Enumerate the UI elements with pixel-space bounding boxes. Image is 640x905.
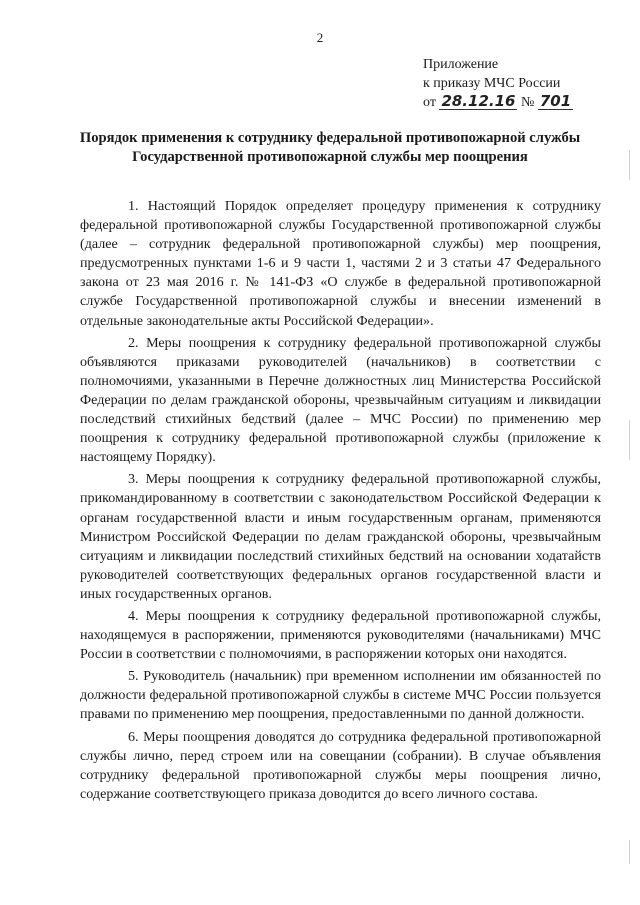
paragraph-1: 1. Настоящий Порядок определяет процедуру применения к сотруднику федеральной противопожарной службы Государственной противопожарной службы (далее – сотрудник федеральной противопожарной службы) мер поощрения, предусмотренных пунктами 1-6 и 9 части 1, частями 2 и 3 статьи 47 Федерального закона от 23 мая 2016 г. № 141-ФЗ «О службе в федеральной противопожарной службе Государственной противопожарной службы и внесении изменений в отдельные законодательные акты Российской Федерации». bbox=[80, 198, 601, 329]
appendix-header bbox=[423, 55, 573, 112]
number-sign: № bbox=[520, 95, 535, 110]
appendix-date-line bbox=[423, 93, 573, 112]
paragraph-3: 3. Меры поощрения к сотруднику федеральной противопожарной службы, прикомандированному в соответствии с законодательством Российской Федерации к органам государственной власти и иным государственным органам, применяются Министром Российской Федерации по делам гражданской обороны, чрезвычайным ситуациям и ликвидации последствий стихийных бедствий на основании ходатайств руководителей соответствующих федеральных органов государственной власти и иных государственных органов. bbox=[80, 471, 601, 602]
appendix-label: Приложение bbox=[423, 57, 499, 72]
paragraph-2: 2. Меры поощрения к сотруднику федеральной противопожарной службы объявляются приказами руководителей (начальников) в соответствии с полномочиями, указанными в Перечне должностных лиц Министерства Российской Федерации по делам гражданской обороны, чрезвычайным ситуациям и ликвидации последствий стихийных бедствий (далее – МЧС России) по применению мер поощрения к сотруднику федеральной противопожарной службы (приложение к настоящему Порядку). bbox=[80, 334, 601, 466]
scan-edge-mark bbox=[629, 150, 630, 180]
handwritten-date: 28.12.16 bbox=[441, 92, 516, 110]
paragraph-5: 5. Руководитель (начальник) при временном исполнении им обязанностей по должности федеральной противопожарной службы в системе МЧС России пользуется правами по применению мер поощрения, предоставленными по данной должности. bbox=[80, 668, 601, 723]
appendix-order-reference: к приказу МЧС России bbox=[423, 76, 561, 91]
handwritten-order-number: 701 bbox=[539, 92, 572, 110]
document-body bbox=[80, 197, 601, 807]
paragraph-4: 4. Меры поощрения к сотруднику федеральной противопожарной службы, находящемуся в распоряжении, применяются руководителями (начальниками) МЧС России в соответствии с полномочиями, в распоряжении которых они находятся. bbox=[80, 607, 601, 663]
page-number: 2 bbox=[316, 30, 324, 45]
date-prefix: от bbox=[423, 95, 436, 110]
scan-edge-mark bbox=[629, 840, 630, 864]
scan-edge-mark bbox=[629, 420, 630, 460]
paragraph-6: 6. Меры поощрения доводятся до сотрудника федеральной противопожарной службы лично, перед строем или на совещании (собрании). В случае объявления сотруднику федеральной противопожарной службы меры поощрения лично, содержание соответствующего приказа доводится до всего личного состава. bbox=[80, 728, 601, 802]
document-title: Порядок применения к сотруднику федеральной противопожарной службы Государственной противопожарной службы мер поощрения bbox=[79, 130, 581, 165]
